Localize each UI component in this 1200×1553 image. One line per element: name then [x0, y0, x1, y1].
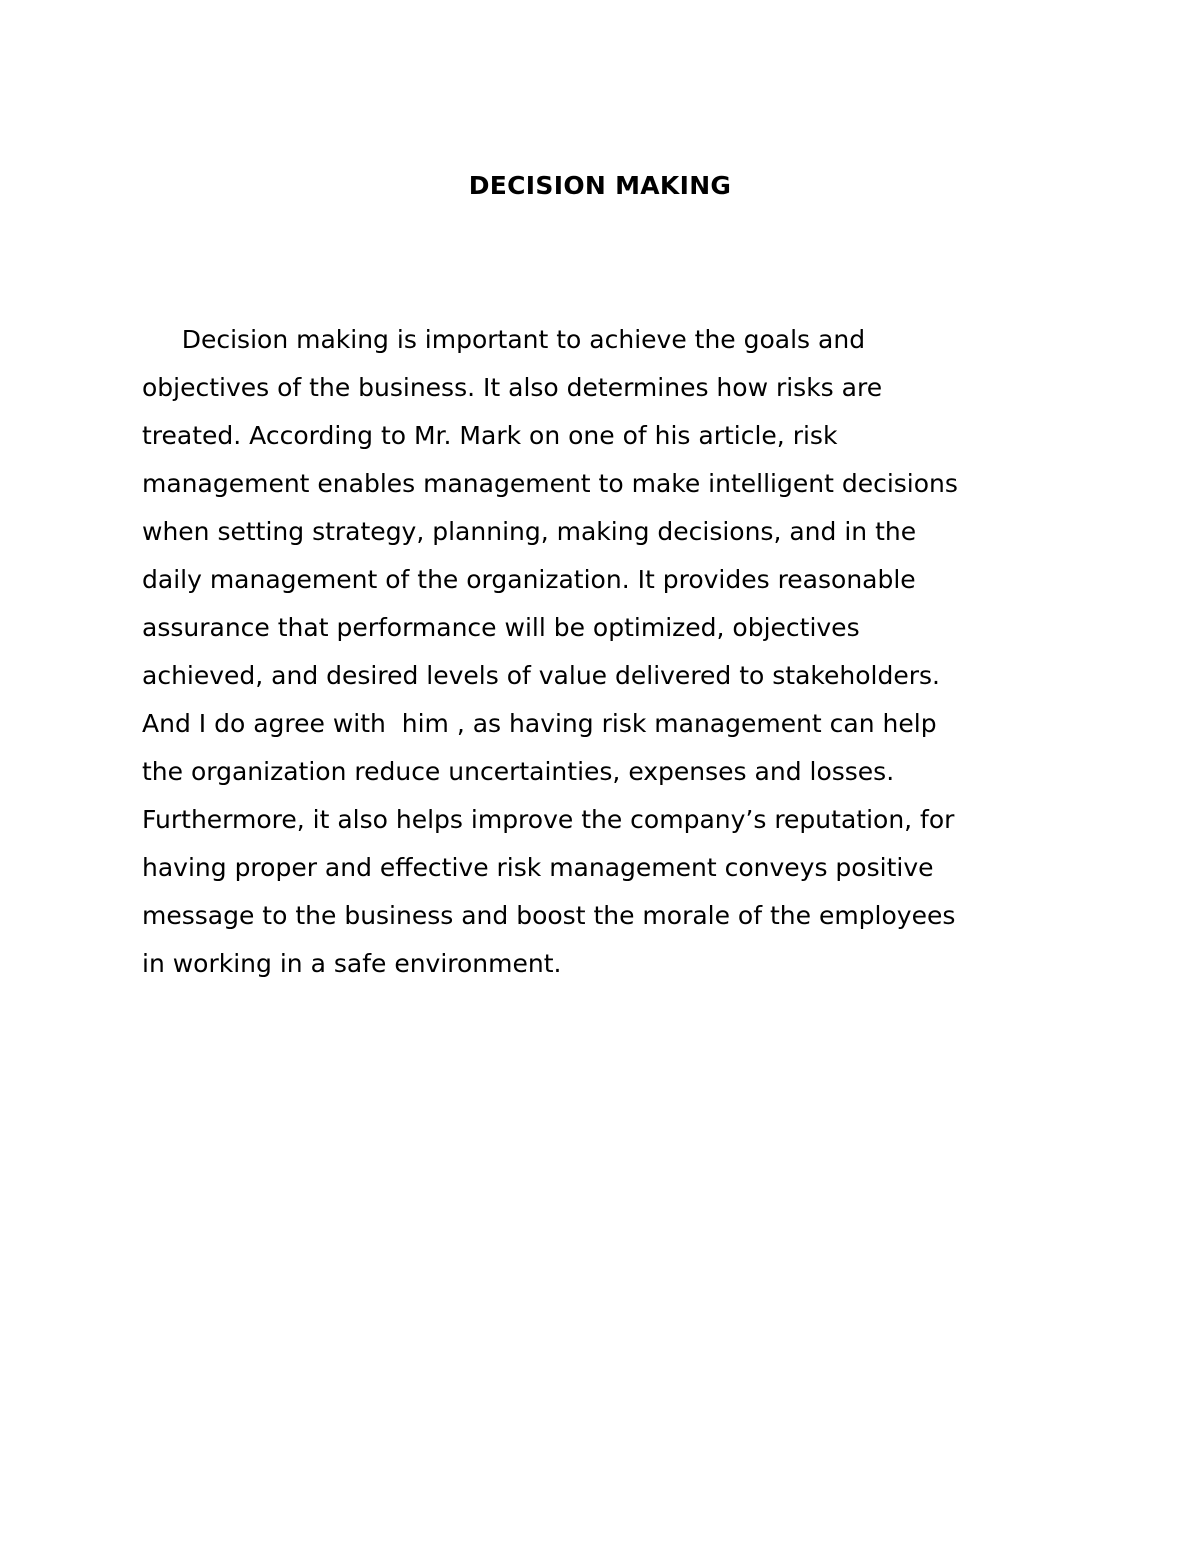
paragraph-line: objectives of the business. It also determines how risks are [142, 373, 883, 402]
paragraph-line: having proper and effective risk management conveys positive [142, 853, 934, 882]
paragraph-line: assurance that performance will be optimized, objectives [142, 613, 860, 642]
paragraph-line: daily management of the organization. It provides reasonable [142, 565, 916, 594]
paragraph-line: treated. According to Mr. Mark on one of his article, risk [142, 421, 838, 450]
paragraph-line: when setting strategy, planning, making decisions, and in the [142, 517, 917, 546]
paragraph-line: the organization reduce uncertainties, expenses and losses. [142, 757, 895, 786]
document-title: DECISION MAKING [468, 171, 732, 200]
paragraph-line: in working in a safe environment. [142, 949, 562, 978]
paragraph-line: Decision making is important to achieve the goals and [142, 325, 866, 354]
paragraph-line: Furthermore, it also helps improve the company’s reputation, for [142, 805, 955, 834]
paragraph-line: achieved, and desired levels of value delivered to stakeholders. [142, 661, 940, 690]
paragraph-line: message to the business and boost the morale of the employees [142, 901, 956, 930]
paragraph-line: management enables management to make intelligent decisions [142, 469, 958, 498]
body-paragraph [142, 316, 1082, 988]
paragraph-line: And I do agree with him , as having risk management can help [142, 709, 937, 738]
